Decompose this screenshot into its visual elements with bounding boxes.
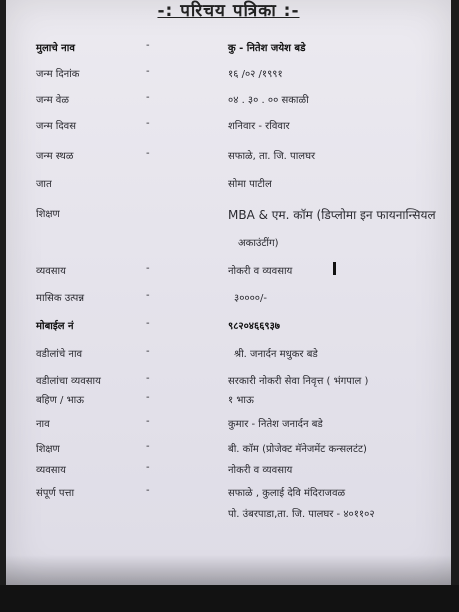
field-value: सरकारी नोकरी सेवा निवृत्त ( भंगपाल ) xyxy=(228,376,369,387)
separator: - xyxy=(146,40,150,51)
field-label: जन्म वेळ xyxy=(36,95,69,106)
field-value: सोमा पाटील xyxy=(228,179,272,190)
background-shadow xyxy=(0,585,459,612)
field-value: १ भाऊ xyxy=(228,395,254,406)
field-label: मासिक उत्पन्न xyxy=(36,293,85,304)
field-label: शिक्षण xyxy=(36,209,60,220)
field-label: नाव xyxy=(36,419,50,430)
field-value: ३००००/- xyxy=(234,293,267,304)
separator: - xyxy=(146,66,150,77)
field-value: बी. कॉम (प्रोजेक्ट मॅनेजमेंट कन्सलटंट) xyxy=(228,444,367,455)
separator: - xyxy=(146,392,150,403)
field-value: शनिवार - रविवार xyxy=(228,121,290,132)
field-value: पो. उंबरपाडा,ता. जि. पालघर - ४०११०२ xyxy=(228,509,375,520)
field-label: वडीलांचे नाव xyxy=(36,349,83,360)
field-value: कुमार - नितेश जनार्दन बडे xyxy=(228,419,323,430)
field-value: अकाउंटींग) xyxy=(238,238,279,249)
field-value: सफाळे, ता. जि. पालघर xyxy=(228,151,316,162)
field-label: व्यवसाय xyxy=(36,266,66,277)
field-value: नोकरी व व्यवसाय xyxy=(228,465,293,476)
field-label: जात xyxy=(36,179,52,190)
separator: - xyxy=(146,290,150,301)
separator: - xyxy=(146,92,150,103)
field-value: ९८२०४६६९३७ xyxy=(228,321,280,332)
separator: - xyxy=(146,263,150,274)
separator: - xyxy=(146,318,150,329)
field-value: ०४ . ३० . ०० सकाळी xyxy=(228,95,309,106)
separator: - xyxy=(146,441,150,452)
field-value: कु - नितेश जयेश बडे xyxy=(228,43,306,54)
field-label: वडीलांचा व्यवसाय xyxy=(36,376,101,387)
separator: - xyxy=(146,148,150,159)
separator: - xyxy=(146,373,150,384)
field-label: जन्म दिनांक xyxy=(36,69,80,80)
page-title: -: परिचय पत्रिका :- xyxy=(157,1,300,21)
separator: - xyxy=(146,346,150,357)
separator: - xyxy=(146,416,150,427)
field-label: मोबाईल नं xyxy=(36,321,74,332)
field-value: MBA & एम. कॉम (डिप्लोमा इन फायनान्सियल xyxy=(228,208,436,222)
text-cursor xyxy=(333,262,336,275)
field-value: १६ /०२ /१९९१ xyxy=(228,69,283,80)
field-label: व्यवसाय xyxy=(36,465,66,476)
separator: - xyxy=(146,118,150,129)
biodata-sheet xyxy=(6,0,451,585)
field-label: संपूर्ण पत्ता xyxy=(36,488,75,499)
separator: - xyxy=(146,485,150,496)
separator: - xyxy=(146,462,150,473)
field-label: मुलाचे नाव xyxy=(36,43,75,54)
field-label: जन्म दिवस xyxy=(36,121,76,132)
field-label: शिक्षण xyxy=(36,444,60,455)
field-label: बहिण / भाऊ xyxy=(36,395,85,406)
field-value: श्री. जनार्दन मधुकर बडे xyxy=(234,349,318,360)
field-value: नोकरी व व्यवसाय xyxy=(228,266,293,277)
field-value: सफाळे , कुलाई देवि मंदिराजवळ xyxy=(228,488,346,499)
field-label: जन्म स्थळ xyxy=(36,151,74,162)
